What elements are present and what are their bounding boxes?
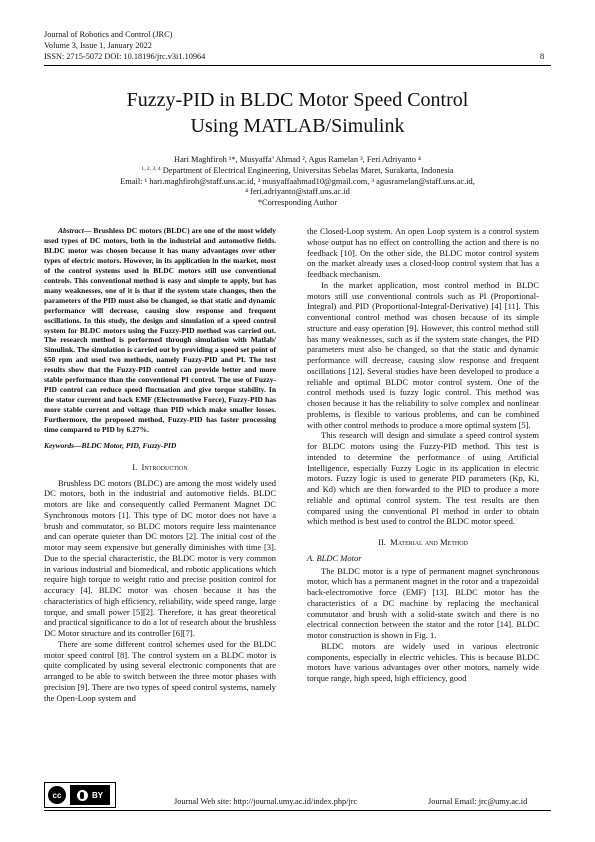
email-line-2: ⁴ feri.adriyanto@staff.uns.ac.id bbox=[245, 187, 350, 197]
intro-paragraph-3: In the market application, most control method in BLDC motors still use conventional controls such as PI (Proportional-Integral) and PID (Proportional-Integral-Derivative) [4] [11]. This conventional control method was chosen because of its simple structure and easy operation [9]. However, this control method still has many weaknesses, such as if the system state changes, the PID parameters must also be changed, so that the static and dynamic performance will decrease, causing slow response and frequent oscillations [12]. Several studies have been developed to produce a reliable and optimal BLDC motor control system. One of the control methods used is fuzzy logic control. This method was chosen because it has the reliability to solve complex and nonlinear problems, is flexible to various problems, and can be combined with other control methods to produce a more optimal system [5]. bbox=[307, 279, 539, 430]
keywords bbox=[44, 441, 276, 452]
header-divider bbox=[44, 65, 551, 66]
intro-paragraph-2: There are some different control schemes used for the BLDC motor speed control [8]. The control system on a BLDC motor is quite complicated by using several electronic components that are arranged to be able to switch between the three motor phases with precision [9]. There are two types of speed control systems, namely the Open-Loop system and bbox=[44, 638, 276, 703]
keywords-text: —BLDC Motor, PID, Fuzzy-PID bbox=[74, 441, 177, 451]
footer-website[interactable]: Journal Web site: http://journal.umy.ac.id/index.php/jrc bbox=[174, 797, 358, 806]
cc-logo-icon: cc bbox=[48, 786, 66, 804]
journal-volume: Volume 3, Issue 1, January 2022 bbox=[44, 41, 152, 51]
footer-divider bbox=[44, 810, 551, 811]
attribution-person-icon bbox=[77, 790, 88, 801]
intro-paragraph-4: This research will design and simulate a speed control system for BLDC motors using the Fuzzy-PID method. This test is intended to determine the performance of using Artificial Intelligence, especially Fuzzy Logic in its application in electric motors. Fuzzy logic is used to generate PID parameters (Kp, Ki, and Kd) which are then forwarded to the PID to produce a more reliable and optimal control system. The test results are then compared using the conventional PI method in order to obtain which method is best used to control the BLDC motor speed. bbox=[307, 430, 539, 527]
journal-name: Journal of Robotics and Control (JRC) bbox=[44, 30, 173, 39]
running-header bbox=[44, 29, 205, 63]
footer-email[interactable]: Journal Email: jrc@umy.ac.id bbox=[428, 797, 528, 806]
bldc-paragraph-2: BLDC motors are widely used in various electronic components, especially in electric vehicles. This is because BLDC motors have various advantages over other motors, namely wide torque range, high speed, high efficiency, good bbox=[307, 640, 539, 683]
intro-paragraph-2-continued: the Closed-Loop system. An open Loop system is a control system whose output has no effect on controlling the action and there is no feedback [10]. On the other side, the BLDC motor control system on the market already uses a closed-loop control system that has a feedback mechanism. bbox=[307, 226, 539, 279]
title-line-1: Fuzzy-PID in BLDC Motor Speed Control bbox=[126, 89, 469, 111]
affiliation-marks: 1, 2, 3, 4 bbox=[141, 165, 161, 172]
intro-paragraph-1: Brushless DC motors (BLDC) are among the most widely used DC motors, both in the industrial and automotive fields. BLDC motors are like and consequently called Permanent Magnet DC Synchronous motors [1]. This type of DC motor does not have a brush and commutator, so BLDC motors require less maintenance and can operate quieter than DC motors [2]. The initial cost of the motor may seem expensive but generally diminishes with time [3]. Due to the special characteristic, the BLDC motor is very common in various industrial and biomedical, and robotic applications which require high torque to weight ratio and precise position control for accuracy [4]. BLDC motor was chosen because it has the characteristics of high efficiency, reliability, wide speed range, large torque, and small power [5][2]. Therefore, it has great theoretical and practical significance to do a lot of research about the brushless DC Motor structure and its controller [6][7]. bbox=[44, 477, 276, 639]
section-heading-material-method bbox=[307, 537, 539, 548]
subsection-heading-bldc: A. BLDC Motor bbox=[307, 552, 362, 563]
section-title: Material and Method bbox=[390, 537, 468, 547]
section-title: Introduction bbox=[141, 461, 188, 472]
left-column bbox=[44, 226, 276, 703]
right-column bbox=[307, 226, 539, 684]
section-number: II. bbox=[378, 537, 386, 547]
affiliation-text: Department of Electrical Engineering, Universitas Sebelas Maret, Surakarta, Indonesia bbox=[160, 165, 454, 175]
abstract-label: Abstract bbox=[58, 226, 84, 235]
email-line-1: Email: ¹ hari.maghfiroh@staff.uns.ac.id, ² musyaffaahmad10@gmail.com, ³ agusramelan@staff.uns.ac.id, bbox=[120, 176, 475, 186]
paper-title bbox=[44, 87, 551, 139]
corresponding-author: *Corresponding Author bbox=[257, 198, 338, 208]
section-heading-introduction bbox=[44, 462, 276, 473]
cc-by-text: BY bbox=[91, 790, 104, 800]
title-line-2: Using MATLAB/Simulink bbox=[190, 115, 405, 137]
author-list: Hari Maghfiroh ¹*, Musyaffa’ Ahmad ², Agus Ramelan ³, Feri Adriyanto ⁴ bbox=[174, 155, 421, 164]
section-number: I. bbox=[132, 461, 138, 472]
page-number: 8 bbox=[540, 51, 545, 61]
journal-issn-doi: ISSN: 2715-5072 DOI: 10.18196/jrc.v3i1.10964 bbox=[44, 52, 206, 62]
abstract bbox=[44, 226, 276, 435]
creative-commons-badge[interactable] bbox=[44, 782, 116, 808]
keywords-label: Keywords bbox=[44, 441, 74, 451]
author-block bbox=[44, 155, 551, 209]
affiliation bbox=[44, 166, 551, 177]
cc-by-label bbox=[70, 785, 110, 805]
abstract-text: — Brushless DC motors (BLDC) are one of the most widely used types of DC motors, both in the industrial and automotive fields. BLDC motor was chosen because it has many advantages over other types of electric motors. However, in its application in the market, most of the control systems used in BLDC motors still use conventional controls. This conventional method is easy and simple to apply, but has many weaknesses, one of it is that if the system state changes, then the parameters of the PID must also be changed, so that static and dynamic performance will decrease, causing slow response and frequent oscillations. In this study, the design and simulation of a speed control system for BLDC motors using the Fuzzy-PID method was carried out. The research method is performed through simulation with Matlab/ Simulink. The simulation is carried out by providing a speed set point of 650 rpm and used two methods, namely Fuzzy-PID and PI. The test results show that the Fuzzy-PID control can provide better and more stable performance than the conventional PI control. The use of Fuzzy-PID control can reduce speed fluctuation and give torque stability. In the stator current and back EMF (Electromotive Force), Fuzzy-PID has more stable current and voltage than PID which make smaller losses. Furthermore, the proposed method, Fuzzy-PID has faster processing time compared to PID by 6.27%. bbox=[44, 226, 276, 435]
bldc-paragraph-1: The BLDC motor is a type of permanent magnet synchronous motor, which has a permanent magnet in the rotor and a trapezoidal back-electromotive force (EMF) [13]. BLDC motor has the characteristics of a DC machine by replacing the mechanical commutator and brush with a solid-state switch and there is no electrical connection between the stator and the rotor [14]. BLDC motor construction is shown in Fig. 1. bbox=[307, 565, 539, 640]
